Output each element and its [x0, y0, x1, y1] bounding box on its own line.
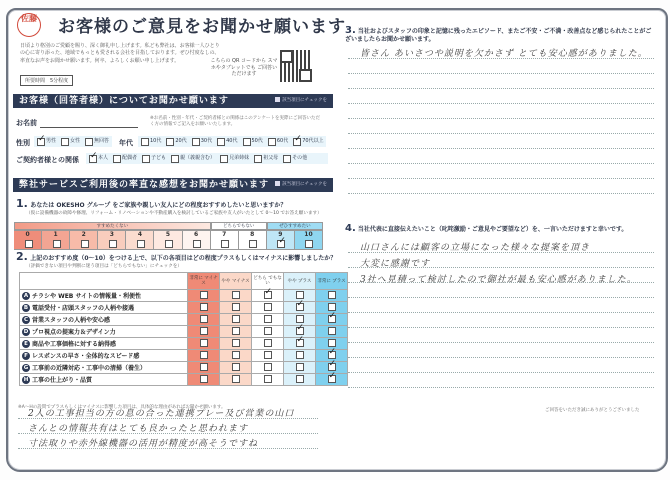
rating-cell[interactable]: [188, 362, 220, 374]
question-number: 1.: [16, 197, 28, 210]
scale-value: 6: [193, 231, 199, 238]
relation-option[interactable]: [283, 153, 307, 164]
handwritten-answer: 山口さんには顧客の立場になった様々な提案を頂き: [360, 243, 591, 253]
rating-cell[interactable]: [188, 302, 220, 314]
qr-caption: こちらの QR コードから スマホやタブレットでも ご回答いただけます: [210, 58, 278, 77]
checkbox[interactable]: [217, 138, 225, 146]
rating-cell[interactable]: [188, 374, 220, 386]
checkbox[interactable]: [85, 138, 93, 146]
answer-line[interactable]: [348, 148, 654, 149]
checkbox[interactable]: [264, 363, 272, 371]
check-hint: [275, 94, 327, 108]
question-number: 4.: [345, 223, 356, 234]
handwritten-answer: 皆さん あいさつや説明を欠かさず とても安心感がありました。: [360, 49, 648, 59]
checkbox[interactable]: [37, 138, 45, 146]
checkbox[interactable]: [296, 351, 304, 359]
age-option[interactable]: [243, 136, 263, 147]
rating-cell[interactable]: [220, 350, 252, 362]
handwritten-comment: さんとの情報共有はとても良かったと思われます: [28, 424, 249, 434]
option-label: 女性: [70, 138, 81, 144]
option-label: 10代: [150, 138, 162, 144]
table-row: [20, 338, 348, 350]
rating-cell[interactable]: [252, 362, 284, 374]
row-label: [20, 302, 188, 314]
checkbox[interactable]: [232, 327, 240, 335]
gender-option[interactable]: [85, 136, 109, 147]
checkbox[interactable]: [200, 315, 208, 323]
checkbox[interactable]: [141, 138, 149, 146]
relation-option[interactable]: [254, 153, 278, 164]
name-label: お名前: [16, 119, 37, 127]
table-corner: [20, 273, 188, 290]
row-label: [20, 326, 188, 338]
checkbox[interactable]: [232, 291, 240, 299]
checkbox-icon: [275, 181, 280, 186]
section-header-service: [13, 178, 333, 192]
answer-line[interactable]: [348, 327, 654, 328]
checkbox[interactable]: [109, 240, 117, 248]
answer-line[interactable]: [348, 118, 654, 119]
age-option[interactable]: [268, 136, 288, 147]
checkbox[interactable]: [232, 351, 240, 359]
checkbox[interactable]: [328, 327, 336, 335]
letter-badge-icon: D: [23, 329, 29, 336]
answer-line[interactable]: [348, 88, 654, 89]
letter-badge-icon: F: [22, 352, 30, 360]
section-header-customer: [13, 94, 333, 108]
rating-cell[interactable]: [252, 350, 284, 362]
checkbox[interactable]: [328, 339, 336, 347]
answer-line[interactable]: [348, 58, 654, 59]
checkbox[interactable]: [61, 138, 69, 146]
rating-cell[interactable]: [220, 302, 252, 314]
rating-cell[interactable]: [316, 314, 348, 326]
option-label: 男性: [46, 138, 57, 144]
rating-cell[interactable]: [188, 314, 220, 326]
rating-cell[interactable]: [220, 338, 252, 350]
rating-cell[interactable]: [284, 338, 316, 350]
checkbox[interactable]: [264, 375, 272, 383]
name-input[interactable]: [40, 127, 138, 128]
relation-option[interactable]: [171, 153, 215, 164]
row-text: チラシや WEB サイトの情報量・利便性: [32, 292, 142, 300]
scale-value: 9: [278, 231, 283, 238]
checkbox[interactable]: [296, 291, 304, 299]
checkbox[interactable]: [296, 303, 304, 311]
time-required-badge: 所要時間 5分程度: [20, 75, 73, 86]
scale-group-label: どちらでもない: [211, 222, 267, 230]
rating-cell[interactable]: [284, 302, 316, 314]
answer-line[interactable]: [348, 387, 654, 388]
question-number: 2.: [16, 250, 28, 263]
checkbox[interactable]: [53, 240, 61, 248]
qr-code-icon[interactable]: [280, 50, 312, 82]
checkbox[interactable]: [193, 240, 201, 248]
checkbox[interactable]: [296, 327, 304, 335]
rating-cell[interactable]: [220, 326, 252, 338]
scale-option-3[interactable]: [98, 230, 126, 250]
checkbox[interactable]: [264, 291, 272, 299]
question-subtext: （仮に設備機器の故障や修理、リフォーム・リノベーションや不動産購入を検討しているご家族や友人がいたとして 0〜10 でお答え願います）: [26, 211, 322, 216]
relation-option[interactable]: [89, 153, 108, 164]
scale-value: 7: [222, 231, 227, 238]
checkbox[interactable]: [220, 155, 228, 163]
checkbox[interactable]: [264, 315, 272, 323]
checkbox[interactable]: [200, 339, 208, 347]
scale-group-label: ぜひすすめたい: [267, 222, 323, 230]
row-text: 営業スタッフの人柄や安心感: [32, 316, 111, 324]
row-label: [20, 290, 188, 302]
row-text: 工事の仕上がり・品質: [32, 376, 93, 384]
option-label: 30代: [200, 138, 213, 144]
checkbox[interactable]: [200, 363, 208, 371]
option-label: 無回答: [94, 138, 110, 144]
option-label: 親（義親含む）: [180, 155, 216, 161]
scale-option-8[interactable]: [239, 230, 267, 250]
table-row: [20, 302, 348, 314]
gender-option[interactable]: [37, 136, 56, 147]
checkbox[interactable]: [328, 363, 336, 371]
checkbox[interactable]: [142, 155, 150, 163]
row-label: [20, 338, 188, 350]
answer-line[interactable]: [348, 282, 654, 283]
rating-cell[interactable]: [284, 350, 316, 362]
answer-line[interactable]: [348, 178, 654, 179]
row-text: 工事前の近隣対応・工事中の清掃（養生）: [32, 364, 147, 372]
age-option[interactable]: [192, 136, 212, 147]
letter-badge-icon: H: [23, 377, 29, 384]
privacy-note: ※お名前・性別・年代・ご契約者様との関係はこのアンケートを実際にご回答いただく方の情報でご記入をお願いいたします。: [150, 116, 320, 127]
question-1: [16, 197, 336, 216]
section-title: 弊社サービスご利用後の率直な感想をお聞かせ願います: [19, 180, 270, 190]
check-hint-label: 該当項目にチェックを: [282, 182, 327, 187]
checkbox[interactable]: [113, 155, 121, 163]
age-option[interactable]: [217, 136, 237, 147]
checkbox[interactable]: [89, 155, 97, 163]
recommendation-scale: [14, 222, 323, 248]
scale-option-1[interactable]: [42, 230, 70, 250]
answer-line[interactable]: [348, 357, 654, 358]
option-label: 配偶者: [122, 155, 138, 161]
checkbox-icon: [275, 97, 280, 102]
row-text: 電話受付・店頭スタッフの人柄や接遇: [32, 304, 135, 312]
checkbox[interactable]: [243, 138, 251, 146]
gender-option[interactable]: [61, 136, 80, 147]
row-label: [20, 314, 188, 326]
question-number: 3.: [345, 25, 356, 36]
handwritten-comment: 2人の工事担当の方の息の合った連携プレー及び営業の山口: [28, 409, 295, 419]
checkbox[interactable]: [254, 155, 262, 163]
checkbox[interactable]: [232, 363, 240, 371]
scale-group-label: すすめたくない: [14, 222, 211, 230]
option-label: 20代: [175, 138, 187, 144]
checkbox[interactable]: [328, 303, 336, 311]
handwritten-answer: 大変に感謝です: [360, 259, 431, 269]
question-text: 当社代表に直接伝えたいこと（叱咤激励・ご意見やご要望など）を、一言いただけますと幸いです。: [357, 226, 628, 233]
checkbox[interactable]: [200, 303, 208, 311]
question-2: [16, 250, 338, 269]
checkbox[interactable]: [137, 240, 145, 248]
question-text: 上記のおすすめ度（0〜10）をつける上で、以下の各項目はどの程度プラスもしくはマイナスに影響しましたか？: [30, 255, 337, 262]
section-title: お客様（回答者様）についてお聞かせ願います: [19, 96, 229, 106]
checkbox[interactable]: [264, 339, 272, 347]
answer-line[interactable]: [348, 103, 654, 104]
answer-line[interactable]: [348, 252, 654, 253]
handwritten-answer: 3社へ見積って検討したので御社が最も安心感がありました。: [360, 275, 637, 285]
answer-line[interactable]: [348, 133, 654, 134]
relation-label: ご契約者様との関係: [16, 156, 79, 164]
column-header: 非常に プラス: [316, 273, 348, 290]
checkbox[interactable]: [296, 339, 304, 347]
age-options: [138, 136, 326, 147]
page-title: お客様のご意見をお聞かせ願います: [58, 17, 346, 37]
gender-label: 性別: [16, 139, 30, 147]
letter-badge-icon: G: [23, 365, 29, 372]
scale-option-2[interactable]: [70, 230, 98, 250]
relation-option[interactable]: [113, 153, 137, 164]
column-header: やや プラス: [284, 273, 316, 290]
answer-line[interactable]: [348, 163, 654, 164]
relation-options: [86, 153, 328, 164]
row-label: [20, 374, 188, 386]
question-4: [345, 225, 655, 234]
scale-option-10[interactable]: [295, 230, 323, 250]
column-header: どちら でもない: [252, 273, 284, 290]
question-subtext: （評価できない項目や判断に迷う項目は「どちらでもない」にチェックを）: [26, 264, 183, 269]
table-row: [20, 374, 348, 386]
option-label: 60代: [276, 138, 289, 144]
rating-cell[interactable]: [252, 374, 284, 386]
rating-cell[interactable]: [284, 362, 316, 374]
check-hint: [275, 178, 327, 192]
option-label: 本人: [98, 155, 109, 161]
rating-cell[interactable]: [316, 326, 348, 338]
rating-cell[interactable]: [252, 338, 284, 350]
checkbox[interactable]: [264, 327, 272, 335]
rating-cell[interactable]: [316, 374, 348, 386]
rating-cell[interactable]: [188, 338, 220, 350]
question-3: [345, 27, 655, 44]
rating-cell[interactable]: [220, 290, 252, 302]
relation-option[interactable]: [142, 153, 166, 164]
scale-value: 8: [250, 231, 255, 238]
answer-line[interactable]: [348, 297, 654, 298]
rating-cell[interactable]: [220, 374, 252, 386]
checkbox[interactable]: [249, 240, 257, 248]
checkbox[interactable]: [283, 155, 291, 163]
checkbox[interactable]: [200, 291, 208, 299]
checkbox[interactable]: [296, 375, 304, 383]
checkbox[interactable]: [293, 138, 301, 146]
scale-value: 3: [109, 231, 114, 238]
checkbox[interactable]: [328, 315, 336, 323]
row-text: レスポンスの早さ・全体的なスピード感: [32, 352, 140, 360]
intro-text: 日頃より格別のご愛顧を賜り、深く御礼申し上げます。私ども弊社は、お客様一人ひとりの心に寄り添った、地域でもっとも愛される会社を目指しております。ぜひ忖度なしの、率直なお声をお聞かせ願います。何卒、よろしくお願い申し上げます。: [20, 43, 220, 64]
checkbox[interactable]: [25, 240, 33, 248]
checkbox[interactable]: [296, 315, 304, 323]
checkbox[interactable]: [264, 303, 272, 311]
scale-value: 2: [81, 231, 86, 238]
checkbox[interactable]: [232, 339, 240, 347]
answer-line[interactable]: [348, 73, 654, 74]
option-label: 40代: [226, 138, 238, 144]
answer-line[interactable]: [348, 312, 654, 313]
age-option[interactable]: [166, 136, 186, 147]
rating-cell[interactable]: [220, 362, 252, 374]
table-row: [20, 362, 348, 374]
checkbox[interactable]: [264, 351, 272, 359]
option-label: 70代以上: [302, 138, 324, 144]
rating-cell[interactable]: [220, 314, 252, 326]
checkbox[interactable]: [200, 351, 208, 359]
checkbox[interactable]: [232, 375, 240, 383]
letter-badge-icon: A: [23, 293, 29, 300]
checkbox[interactable]: [200, 375, 208, 383]
checkbox[interactable]: [328, 291, 336, 299]
answer-line[interactable]: [348, 267, 654, 268]
checkbox[interactable]: [200, 327, 208, 335]
row-label: [20, 350, 188, 362]
column-header: 非常に マイナス: [188, 273, 220, 290]
row-label: [20, 362, 188, 374]
question-text: 当社およびスタッフの印象と記憶に残ったエピソード、またご不安・ご不満・改善点など感じられたことがございましたらお聞かせ願います。: [345, 28, 652, 43]
checkbox[interactable]: [171, 155, 179, 163]
rating-cell[interactable]: [284, 374, 316, 386]
option-label: 50代: [251, 138, 263, 144]
column-header: やや マイナス: [220, 273, 252, 290]
checkbox[interactable]: [192, 138, 200, 146]
check-hint-label: 該当項目にチェックを: [282, 98, 327, 103]
relation-option[interactable]: [220, 153, 249, 164]
checkbox[interactable]: [328, 351, 336, 359]
scale-option-0[interactable]: [14, 230, 42, 250]
rating-cell[interactable]: [316, 290, 348, 302]
rating-cell[interactable]: [188, 350, 220, 362]
question-text: あなたは OKESHO グループ をご家族や親しい友人にどの程度おすすめしたいと思いますか？: [30, 202, 287, 209]
option-label: 祖父母: [263, 155, 279, 161]
scale-value: 5: [165, 231, 171, 238]
gender-options: [34, 136, 112, 147]
age-option[interactable]: [141, 136, 161, 147]
letter-badge-icon: B: [23, 305, 29, 312]
scale-option-7[interactable]: [211, 230, 239, 250]
rating-cell[interactable]: [252, 326, 284, 338]
scale-option-6[interactable]: [183, 230, 211, 250]
checkbox[interactable]: [81, 240, 89, 248]
option-label: 兄弟姉妹: [229, 155, 250, 161]
rating-table: [19, 272, 348, 386]
scale-value: 0: [25, 231, 30, 238]
checkbox[interactable]: [232, 303, 240, 311]
row-text: 商品や工事価格に対する納得感: [32, 340, 117, 348]
scale-option-9[interactable]: [267, 230, 295, 250]
thanks-note: ご回答をいただき誠にありがとうございました: [545, 408, 640, 413]
scale-value: 1: [53, 231, 58, 238]
checkbox[interactable]: [165, 240, 173, 248]
scale-value: 10: [304, 231, 313, 238]
row-text: プロ視点の提案力＆デザイン力: [32, 328, 116, 336]
rating-cell[interactable]: [252, 314, 284, 326]
rating-cell[interactable]: [252, 302, 284, 314]
checkbox[interactable]: [232, 315, 240, 323]
option-label: その他: [292, 155, 308, 161]
answer-line[interactable]: [348, 342, 654, 343]
checkbox[interactable]: [296, 363, 304, 371]
letter-badge-icon: E: [22, 340, 30, 348]
checkbox[interactable]: [166, 138, 174, 146]
q2-footnote: ※A〜Hの設問でプラスもしくはマイナスに影響した項目は、具体的な理由があればお聞かせ願います。: [18, 405, 226, 410]
scale-option-5[interactable]: [154, 230, 182, 250]
rating-cell[interactable]: [252, 290, 284, 302]
option-label: 子ども: [151, 155, 167, 161]
scale-value: 4: [137, 231, 142, 238]
checkbox[interactable]: [277, 240, 285, 248]
letter-badge-icon: C: [23, 317, 29, 324]
checkbox[interactable]: [221, 240, 229, 248]
checkbox[interactable]: [328, 375, 336, 383]
rating-cell[interactable]: [188, 326, 220, 338]
checkbox[interactable]: [305, 240, 313, 248]
answer-line[interactable]: [348, 193, 654, 194]
rating-cell[interactable]: [188, 290, 220, 302]
table-row: [20, 350, 348, 362]
scale-option-4[interactable]: [126, 230, 154, 250]
checkbox[interactable]: [268, 138, 276, 146]
age-label: 年代: [119, 139, 133, 147]
seal-stamp-icon: 佐藤: [17, 13, 41, 37]
answer-line[interactable]: [348, 372, 654, 373]
age-option[interactable]: [293, 136, 323, 147]
handwritten-comment: 寸法取りや赤外線機器の活用が精度が高そうですね: [28, 439, 259, 449]
